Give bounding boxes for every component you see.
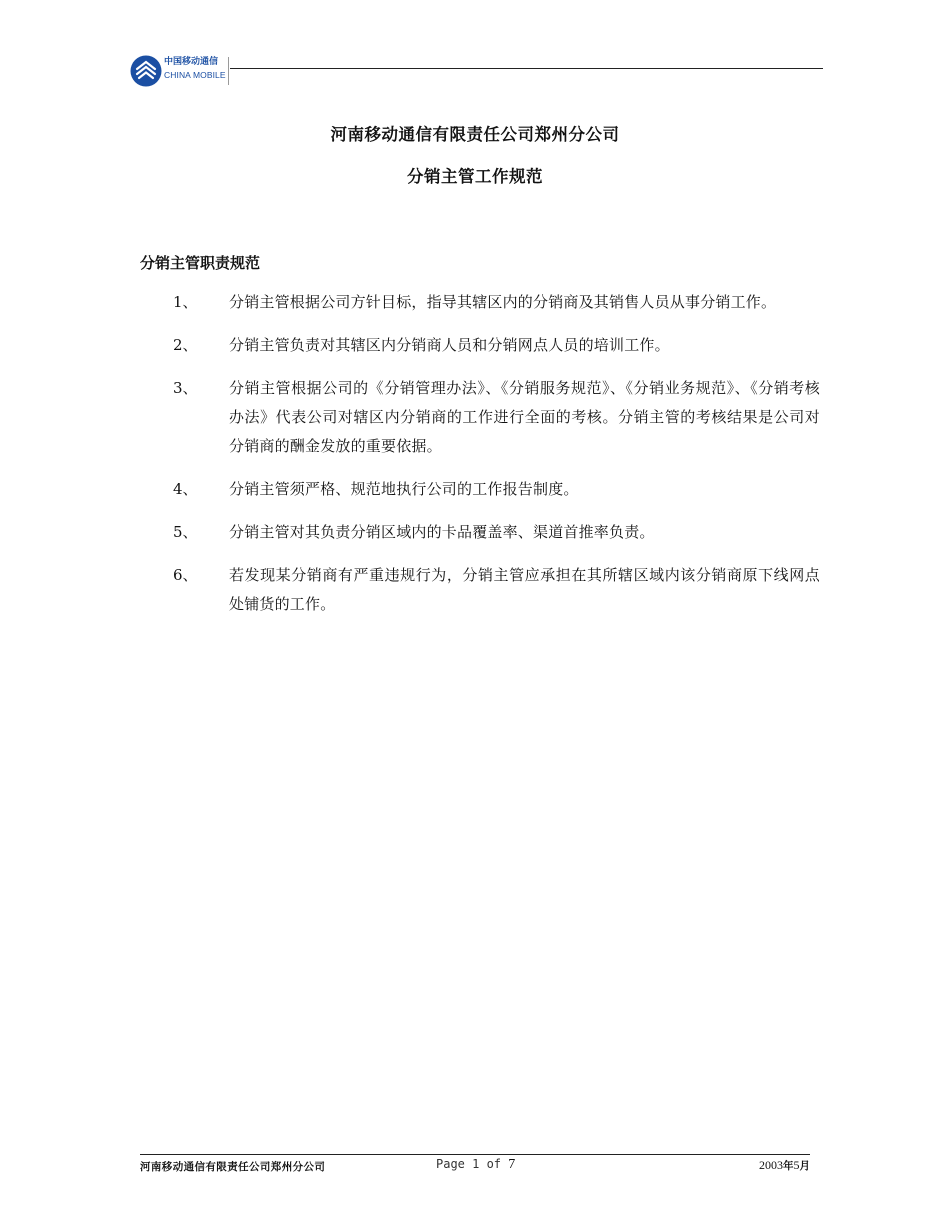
- document-subtitle: 分销主管工作规范: [407, 167, 543, 186]
- duty-item-1: [140, 288, 820, 317]
- duty-item-3: [140, 374, 820, 461]
- duty-item-4: [140, 475, 820, 504]
- page-total: 7: [508, 1157, 516, 1172]
- date-year: 2003: [759, 1158, 783, 1172]
- logo-chinese-name: 中国移动通信: [164, 57, 219, 67]
- china-mobile-logo-icon: [130, 55, 162, 87]
- duty-item-5: [140, 518, 820, 547]
- duty-text: 分销主管负责对其辖区内分销商人员和分销网点人员的培训工作。: [229, 336, 670, 354]
- header-rule: [230, 68, 823, 69]
- page-footer: [140, 1157, 810, 1177]
- duty-text: 若发现某分销商有严重违规行为，分销主管应承担在其所辖区域内该分销商原下线网点处铺货的工作。: [229, 566, 820, 613]
- page-header: [130, 53, 823, 93]
- duty-number: 3、: [173, 379, 198, 397]
- page-current: 1: [472, 1157, 480, 1171]
- duty-text: 分销主管须严格、规范地执行公司的工作报告制度。: [229, 480, 579, 498]
- duty-number: 6、: [173, 566, 198, 584]
- date-month: 5: [793, 1158, 800, 1172]
- logo-divider: [228, 57, 229, 85]
- footer-rule: [140, 1154, 810, 1155]
- date-year-unit: 年: [783, 1160, 794, 1172]
- duty-text: 分销主管根据公司方针目标，指导其辖区内的分销商及其销售人员从事分销工作。: [229, 293, 777, 311]
- duty-number: 5、: [173, 523, 198, 541]
- duty-item-2: [140, 331, 820, 360]
- duty-number: 2、: [173, 336, 198, 354]
- duty-text: 分销主管根据公司的《分销管理办法》、《分销服务规范》、《分销业务规范》、《分销考核办法》代表公司对辖区内分销商的工作进行全面的考核。分销主管的考核结果是公司对分销商的酬金发放的重要依据。: [229, 379, 820, 455]
- page-of: of: [479, 1157, 509, 1171]
- logo-wordmark: [164, 56, 234, 82]
- date-month-unit: 月: [799, 1160, 810, 1172]
- section-heading: 分销主管职责规范: [140, 254, 261, 272]
- footer-company: 河南移动通信有限责任公司郑州分公司: [140, 1161, 326, 1173]
- logo-english-name: CHINA MOBILE: [164, 70, 226, 80]
- duty-text: 分销主管对其负责分销区域内的卡品覆盖率、渠道首推率负责。: [229, 523, 655, 541]
- duty-number: 1、: [173, 293, 198, 311]
- page-prefix: Page: [436, 1157, 473, 1171]
- duty-number: 4、: [173, 480, 198, 498]
- duty-item-6: [140, 561, 820, 619]
- document-title: 河南移动通信有限责任公司郑州分公司: [330, 125, 620, 144]
- duty-list: [140, 288, 820, 633]
- footer-date: [759, 1158, 810, 1173]
- page-number: [436, 1157, 515, 1173]
